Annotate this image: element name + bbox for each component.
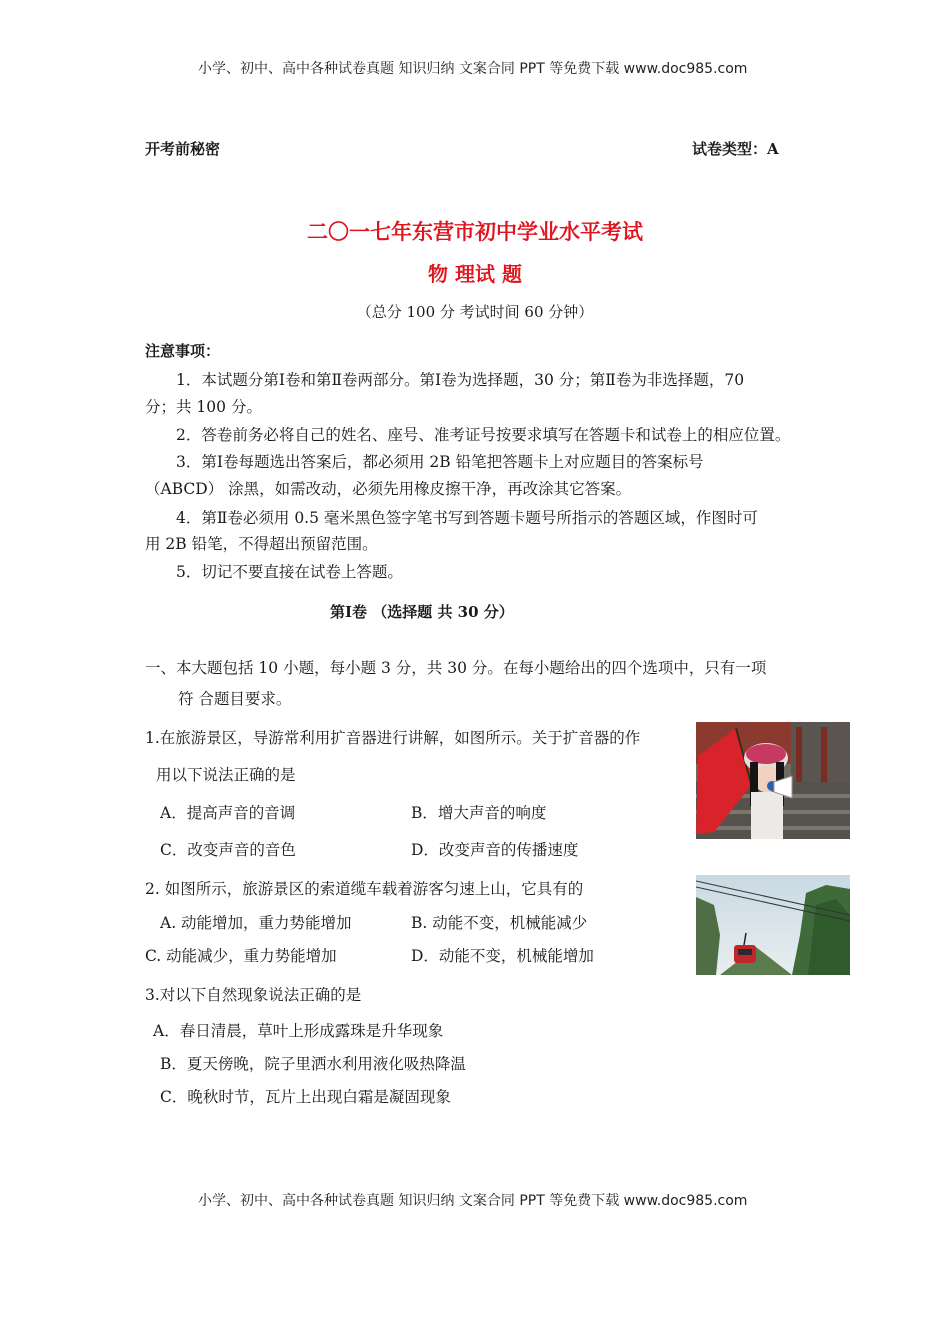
q1-option-a: A．提高声音的音调 bbox=[160, 804, 296, 822]
notice-line-1: 1．本试题分第Ⅰ卷和第Ⅱ卷两部分。第Ⅰ卷为选择题，30 分；第Ⅱ卷为非选择题，70 bbox=[176, 371, 745, 389]
notice-line-4: 3．第Ⅰ卷每题选出答案后，都必须用 2B 铅笔把答题卡上对应题目的答案标号 bbox=[176, 453, 704, 471]
part1-instruction-1: 一、本大题包括 10 小题，每小题 3 分，共 30 分。在每小题给出的四个选项中，只有一项 bbox=[145, 659, 767, 677]
subject-title: 物 理试 题 bbox=[428, 262, 522, 286]
q3-option-c: C．晚秋时节，瓦片上出现白霜是凝固现象 bbox=[160, 1088, 451, 1106]
q3-stem: 3.对以下自然现象说法正确的是 bbox=[145, 986, 362, 1004]
exam-info: （总分 100 分 考试时间 60 分钟） bbox=[356, 303, 594, 321]
notice-line-3: 2．答卷前务必将自己的姓名、座号、准考证号按要求填写在答题卡和试卷上的相应位置。 bbox=[176, 426, 791, 444]
secret-label: 开考前秘密 bbox=[145, 140, 221, 158]
q2-option-c: C. 动能减少，重力势能增加 bbox=[145, 947, 337, 965]
paper-type: 试卷类型：A bbox=[692, 140, 779, 158]
notice-line-7: 用 2B 铅笔，不得超出预留范围。 bbox=[145, 535, 378, 553]
notice-line-5: （ABCD） 涂黑，如需改动，必须先用橡皮擦干净，再改涂其它答案。 bbox=[145, 480, 632, 498]
notice-line-6: 4．第Ⅱ卷必须用 0.5 毫米黑色签字笔书写到答题卡题号所指示的答题区域，作图时可 bbox=[176, 509, 758, 527]
q2-option-a: A. 动能增加，重力势能增加 bbox=[160, 914, 352, 932]
footer-banner: 小学、初中、高中各种试卷真题 知识归纳 文案合同 PPT 等免费下载 www.doc985.com bbox=[198, 1193, 748, 1209]
notice-heading: 注意事项： bbox=[145, 342, 221, 360]
tour-guide-megaphone-image bbox=[696, 722, 850, 839]
notice-line-2: 分；共 100 分。 bbox=[145, 398, 262, 416]
q2-option-d: D．动能不变，机械能增加 bbox=[411, 947, 594, 965]
q3-option-a: A．春日清晨，草叶上形成露珠是升华现象 bbox=[153, 1022, 444, 1040]
part1-instruction-2: 符 合题目要求。 bbox=[178, 690, 292, 708]
q2-option-b: B. 动能不变，机械能减少 bbox=[411, 914, 588, 932]
cable-car-image bbox=[696, 875, 850, 975]
notice-line-8: 5．切记不要直接在试卷上答题。 bbox=[176, 563, 403, 581]
section-title: 第Ⅰ卷 （选择题 共 30 分） bbox=[330, 603, 514, 621]
q2-stem: 2. 如图所示，旅游景区的索道缆车载着游客匀速上山，它具有的 bbox=[145, 880, 584, 898]
q3-option-b: B．夏天傍晚，院子里洒水利用液化吸热降温 bbox=[160, 1055, 466, 1073]
q1-option-c: C．改变声音的音色 bbox=[160, 841, 296, 859]
q1-stem-2: 用以下说法正确的是 bbox=[156, 766, 296, 784]
header-banner: 小学、初中、高中各种试卷真题 知识归纳 文案合同 PPT 等免费下载 www.doc985.com bbox=[198, 61, 748, 77]
q1-option-d: D．改变声音的传播速度 bbox=[411, 841, 579, 859]
q1-stem-1: 1.在旅游景区，导游常利用扩音器进行讲解，如图所示。关于扩音器的作 bbox=[145, 729, 641, 747]
exam-title: 二〇一七年东营市初中学业水平考试 bbox=[307, 219, 643, 244]
q1-option-b: B．增大声音的响度 bbox=[411, 804, 547, 822]
